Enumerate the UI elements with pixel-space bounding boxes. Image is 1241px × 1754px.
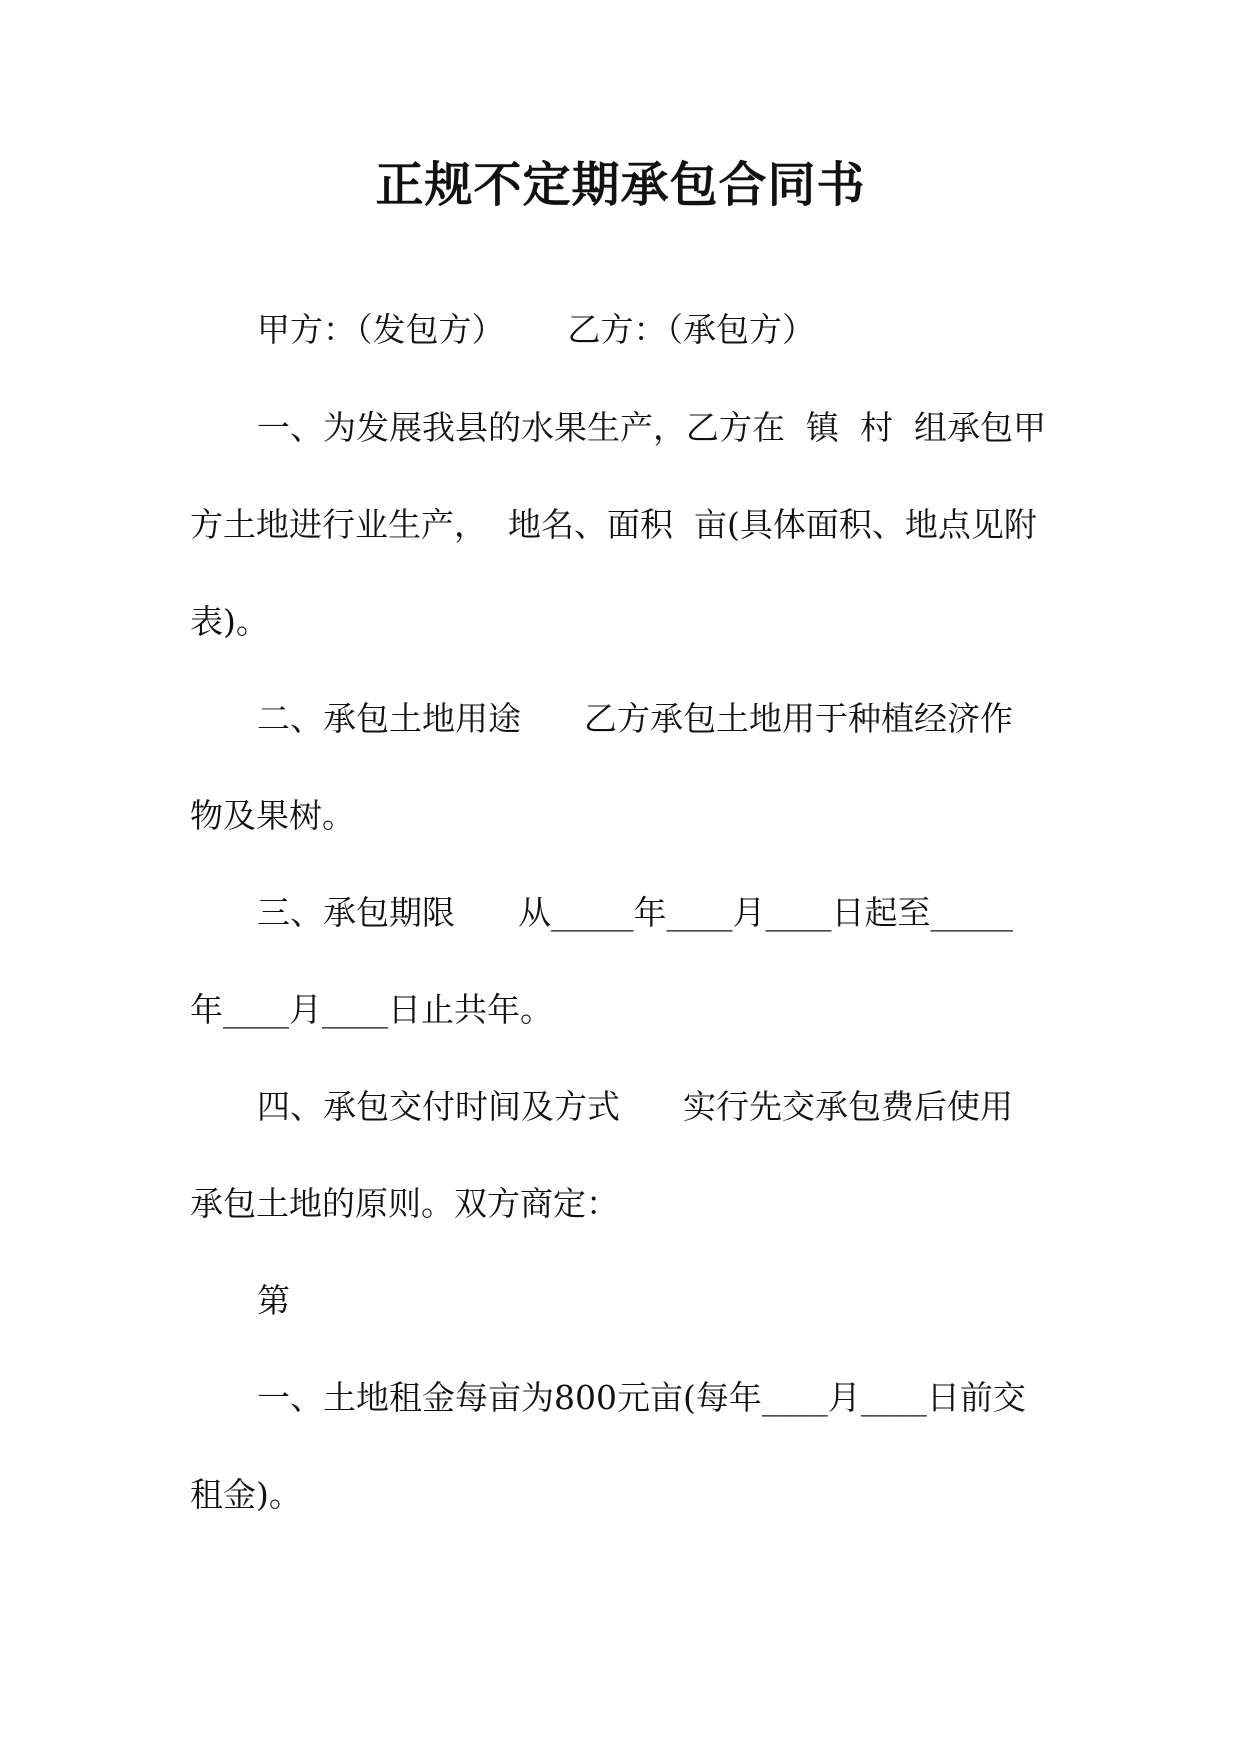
clause-1-line-3: 表)。 <box>190 602 269 641</box>
clause-2-line-1: 二、承包土地用途 乙方承包土地用于种植经济作 <box>257 699 1013 738</box>
rent-clause-line-2: 租金)。 <box>190 1475 302 1514</box>
clause-4-line-2: 承包土地的原则。双方商定： <box>190 1184 619 1223</box>
clause-1-line-1: 一、为发展我县的水果生产，乙方在 镇 村 组承包甲 <box>257 408 1046 447</box>
clause-3-line-2: 年____月____日止共年。 <box>190 990 553 1029</box>
parties-line: 甲方：（发包方） 乙方：（承包方） <box>257 310 815 349</box>
clause-1-line-2: 方土地进行业生产， 地名、面积 亩(具体面积、地点见附 <box>190 505 1037 544</box>
clause-3-line-1: 三、承包期限 从_____年____月____日起至_____ <box>257 893 1013 932</box>
document-title: 正规不定期承包合同书 <box>375 157 866 213</box>
clause-2-line-2: 物及果树。 <box>190 796 355 835</box>
section-marker: 第 <box>257 1281 290 1320</box>
rent-clause-line-1: 一、土地租金每亩为800元亩(每年____月____日前交 <box>257 1378 1026 1417</box>
clause-4-line-1: 四、承包交付时间及方式 实行先交承包费后使用 <box>257 1087 1013 1126</box>
